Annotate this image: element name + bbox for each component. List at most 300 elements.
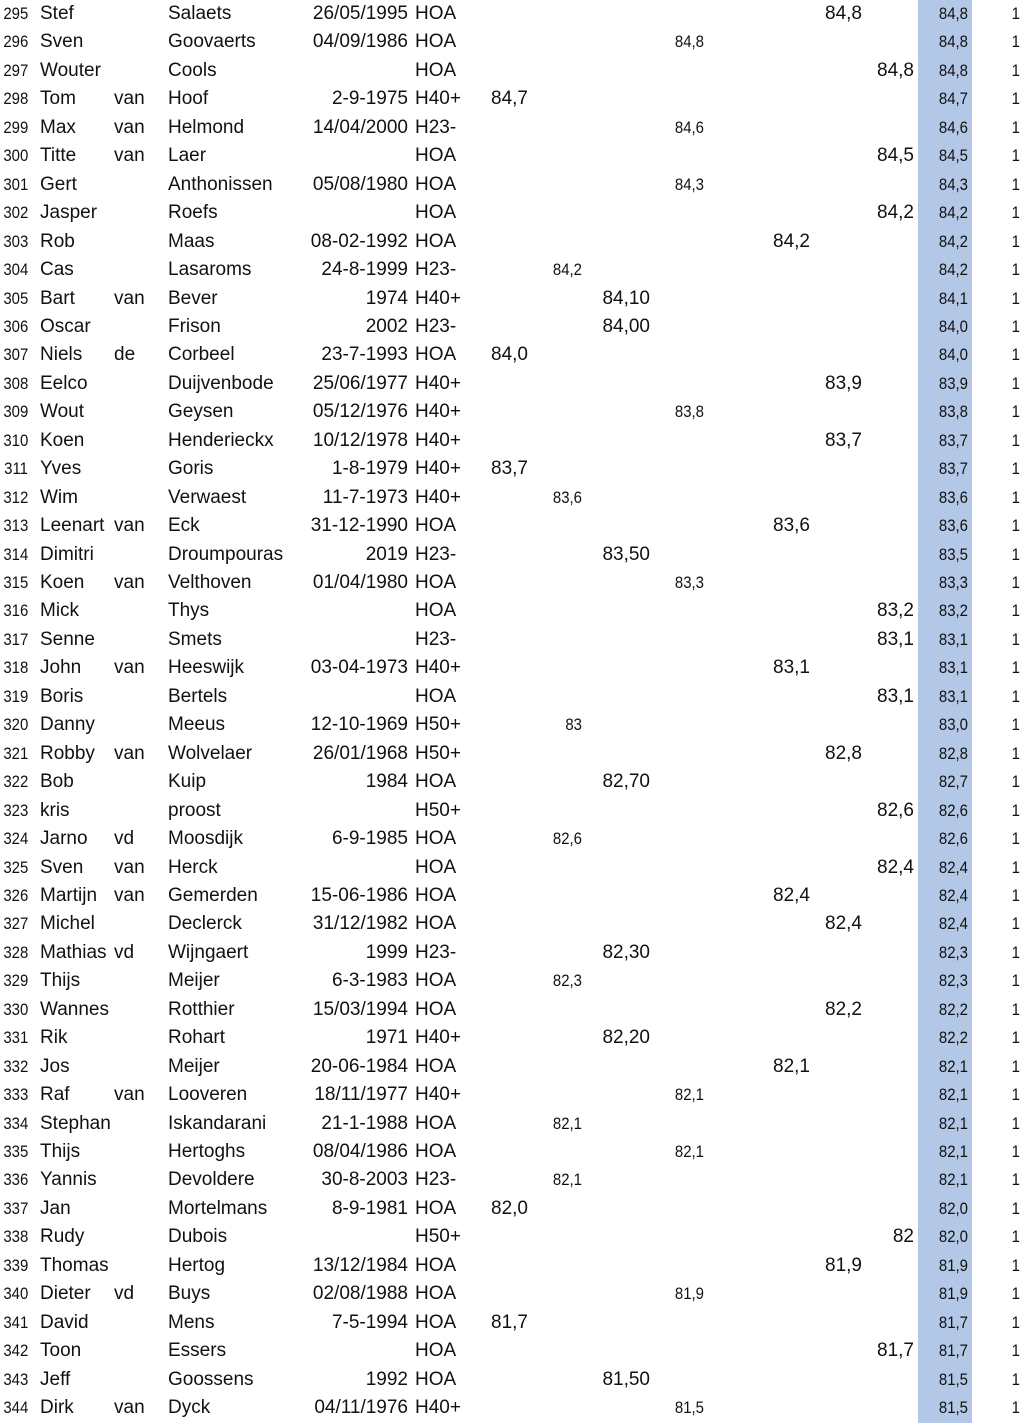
score-6-cell	[810, 199, 862, 227]
score-4-cell	[665, 142, 704, 170]
score-3-cell	[592, 1138, 650, 1166]
score-5-cell	[760, 910, 810, 938]
score-3-cell	[592, 1110, 650, 1138]
first-name-cell: Wouter	[40, 59, 101, 81]
score-2-cell	[545, 882, 582, 910]
count-cell: 1	[1011, 1113, 1020, 1133]
score-3-cell	[592, 484, 650, 512]
score-4-cell	[665, 0, 704, 28]
score-3-cell	[592, 1337, 650, 1365]
score-3-cell	[592, 910, 650, 938]
score-1-cell	[478, 1337, 528, 1365]
rank-cell: 317	[3, 629, 29, 649]
score-2-cell	[545, 797, 582, 825]
table-row	[0, 683, 1024, 711]
score-5-cell	[760, 797, 810, 825]
score-7-cell: 83,1	[877, 685, 914, 707]
score-3-cell	[592, 171, 650, 199]
first-name-cell: Stephan	[40, 1112, 111, 1134]
category-cell: H23-	[415, 628, 457, 650]
score-7-cell	[862, 996, 914, 1024]
table-row	[0, 768, 1024, 796]
score-5-cell	[760, 1280, 810, 1308]
best-score-cell: 84,0	[938, 316, 968, 336]
table-row	[0, 996, 1024, 1024]
score-7-cell	[862, 967, 914, 995]
score-3-cell: 82,20	[602, 1027, 650, 1049]
first-name-cell: Jarno	[40, 828, 88, 850]
birth-date-cell: 12-10-1969	[310, 714, 408, 736]
score-1-cell	[478, 142, 528, 170]
last-name-cell: Declerck	[168, 913, 242, 935]
last-name-cell: Cools	[168, 59, 217, 81]
score-2-cell	[545, 114, 582, 142]
best-score-cell: 82,6	[938, 829, 968, 849]
count-cell: 1	[1011, 829, 1020, 849]
last-name-cell: Kuip	[168, 771, 207, 793]
score-2-cell	[545, 740, 582, 768]
score-3-cell	[592, 569, 650, 597]
category-cell: HOA	[415, 685, 457, 707]
score-3-cell: 84,00	[602, 315, 650, 337]
table-row	[0, 28, 1024, 56]
score-6-cell	[810, 683, 862, 711]
score-4-cell	[665, 882, 704, 910]
rank-cell: 321	[3, 743, 29, 763]
score-5-cell	[760, 1081, 810, 1109]
best-score-cell: 83,3	[938, 573, 968, 592]
score-2-cell	[545, 683, 582, 711]
first-name-cell: Jos	[40, 1055, 70, 1077]
score-6-cell: 83,7	[825, 429, 862, 451]
table-row	[0, 341, 1024, 369]
score-4-cell	[665, 256, 704, 284]
category-cell: H23-	[415, 116, 457, 138]
score-6-cell	[810, 484, 862, 512]
rank-cell: 342	[3, 1341, 29, 1361]
score-2-cell	[545, 370, 582, 398]
category-cell: HOA	[415, 145, 457, 167]
rank-cell: 311	[4, 459, 28, 479]
table-row	[0, 569, 1024, 597]
score-7-cell: 82,6	[877, 799, 914, 821]
last-name-cell: Meijer	[168, 970, 220, 992]
rank-cell: 295	[3, 4, 29, 23]
score-3-cell	[592, 85, 650, 113]
score-3-cell	[592, 455, 650, 483]
score-2-cell	[545, 1366, 582, 1394]
score-4-cell	[665, 597, 704, 625]
score-2-cell	[545, 199, 582, 227]
score-5-cell: 83,6	[773, 515, 810, 537]
score-6-cell	[810, 1394, 862, 1422]
score-3-cell	[592, 996, 650, 1024]
best-score-cell: 83,0	[938, 715, 968, 735]
last-name-cell: Lasaroms	[168, 259, 252, 281]
best-score-cell: 82,2	[938, 1028, 968, 1048]
best-score-cell: 82,1	[938, 1113, 968, 1133]
score-4-cell	[665, 1252, 704, 1280]
score-4-cell	[665, 854, 704, 882]
last-name-cell: Bever	[168, 287, 218, 309]
table-row	[0, 142, 1024, 170]
score-4-cell	[665, 740, 704, 768]
score-3-cell: 82,30	[602, 941, 650, 963]
category-cell: H40+	[415, 401, 461, 423]
birth-date-cell: 31-12-1990	[310, 515, 408, 537]
first-name-cell: Rudy	[40, 1226, 85, 1248]
score-6-cell	[810, 1081, 862, 1109]
birth-date-cell: 18/11/1977	[314, 1084, 408, 1106]
score-1-cell	[478, 1366, 528, 1394]
score-5-cell	[760, 1223, 810, 1251]
score-1-cell	[478, 910, 528, 938]
category-cell: HOA	[415, 3, 457, 24]
last-name-cell: Duijvenbode	[168, 372, 274, 394]
count-cell: 1	[1011, 971, 1020, 991]
score-7-cell	[862, 569, 914, 597]
table-row	[0, 740, 1024, 768]
name-prefix-cell: van	[114, 88, 145, 110]
score-6-cell	[810, 882, 862, 910]
name-prefix-cell: van	[114, 657, 145, 679]
count-cell: 1	[1011, 1398, 1020, 1418]
score-4-cell	[665, 1166, 704, 1194]
best-score-cell: 84,2	[938, 203, 968, 223]
table-row	[0, 427, 1024, 455]
birth-date-cell: 01/04/1980	[312, 572, 408, 593]
score-3-cell	[592, 597, 650, 625]
category-cell: H40+	[415, 1027, 461, 1049]
score-1-cell	[478, 996, 528, 1024]
score-5-cell	[760, 199, 810, 227]
first-name-cell: Koen	[40, 429, 85, 451]
best-score-cell: 81,5	[938, 1398, 968, 1418]
count-cell: 1	[1011, 1341, 1020, 1361]
score-6-cell: 84,8	[825, 3, 862, 24]
best-score-cell: 82,3	[938, 942, 968, 962]
last-name-cell: Buys	[168, 1283, 211, 1305]
last-name-cell: Anthonissen	[168, 173, 273, 195]
table-row	[0, 1309, 1024, 1337]
birth-date-cell: 13/12/1984	[312, 1254, 408, 1276]
score-5-cell	[760, 370, 810, 398]
score-5-cell	[760, 427, 810, 455]
score-5-cell	[760, 740, 810, 768]
score-4-cell	[665, 512, 704, 540]
score-2-cell	[545, 0, 582, 28]
rank-cell: 301	[3, 174, 29, 194]
category-cell: HOA	[415, 1112, 457, 1134]
category-cell: HOA	[415, 59, 457, 81]
table-row	[0, 967, 1024, 995]
score-5-cell	[760, 455, 810, 483]
first-name-cell: David	[40, 1311, 89, 1333]
first-name-cell: Dimitri	[40, 543, 94, 565]
score-5-cell	[760, 57, 810, 85]
first-name-cell: Robby	[40, 742, 95, 764]
score-7-cell	[862, 1110, 914, 1138]
category-cell: H23-	[415, 1169, 457, 1191]
category-cell: HOA	[415, 1055, 457, 1077]
score-5-cell: 83,1	[773, 657, 810, 679]
count-cell: 1	[1011, 117, 1020, 137]
count-cell: 1	[1011, 231, 1020, 251]
score-1-cell	[478, 398, 528, 426]
birth-date-cell: 6-3-1983	[331, 970, 408, 992]
score-4-cell	[665, 1024, 704, 1052]
score-1-cell	[478, 0, 528, 28]
last-name-cell: Iskandarani	[168, 1112, 267, 1134]
count-cell: 1	[1011, 914, 1020, 934]
category-cell: HOA	[415, 173, 457, 195]
score-1-cell: 81,7	[491, 1311, 528, 1333]
category-cell: H23-	[415, 259, 457, 281]
rank-cell: 330	[3, 999, 29, 1019]
category-cell: HOA	[415, 913, 457, 935]
score-4-cell	[665, 1337, 704, 1365]
score-7-cell: 83,1	[877, 628, 914, 650]
best-score-cell: 81,9	[938, 1284, 968, 1304]
last-name-cell: Rohart	[168, 1027, 226, 1049]
score-6-cell	[810, 569, 862, 597]
score-5-cell	[760, 1195, 810, 1223]
score-2-cell	[545, 1223, 582, 1251]
category-cell: HOA	[415, 600, 457, 622]
best-score-cell: 83,1	[938, 686, 968, 706]
score-4-cell	[665, 654, 704, 682]
score-3-cell	[592, 57, 650, 85]
rank-cell: 306	[3, 316, 29, 336]
last-name-cell: Goris	[168, 458, 214, 480]
count-cell: 1	[1011, 402, 1020, 422]
score-6-cell: 82,8	[825, 742, 862, 764]
score-5-cell	[760, 996, 810, 1024]
score-6-cell	[810, 626, 862, 654]
best-score-cell: 83,7	[938, 430, 968, 450]
score-2-cell	[545, 313, 582, 341]
score-1-cell	[478, 171, 528, 199]
last-name-cell: Goossens	[168, 1368, 254, 1390]
first-name-cell: Yves	[40, 458, 82, 480]
score-7-cell	[862, 541, 914, 569]
score-4-cell	[665, 1223, 704, 1251]
rank-cell: 343	[3, 1369, 29, 1389]
score-1-cell	[478, 114, 528, 142]
rank-cell: 297	[3, 60, 29, 80]
score-1-cell	[478, 370, 528, 398]
rank-cell: 341	[3, 1312, 29, 1332]
table-row	[0, 711, 1024, 739]
score-1-cell	[478, 484, 528, 512]
score-5-cell	[760, 313, 810, 341]
rank-cell: 307	[3, 345, 29, 365]
count-cell: 1	[1011, 60, 1020, 80]
score-7-cell	[862, 0, 914, 28]
count-cell: 1	[1011, 1284, 1020, 1304]
score-7-cell	[862, 1166, 914, 1194]
score-2-cell	[545, 1280, 582, 1308]
birth-date-cell: 2019	[365, 543, 408, 565]
rank-cell: 324	[3, 829, 29, 849]
count-cell: 1	[1011, 1227, 1020, 1247]
count-cell: 1	[1011, 174, 1020, 194]
best-score-cell: 84,6	[938, 117, 968, 137]
count-cell: 1	[1011, 743, 1020, 763]
table-row	[0, 1195, 1024, 1223]
score-3-cell	[592, 398, 650, 426]
best-score-cell: 84,2	[938, 231, 968, 251]
count-cell: 1	[1011, 1312, 1020, 1332]
score-4-cell	[665, 370, 704, 398]
score-7-cell	[862, 825, 914, 853]
birth-date-cell: 15/03/1994	[312, 998, 408, 1020]
score-5-cell	[760, 28, 810, 56]
first-name-cell: Titte	[40, 145, 77, 167]
score-1-cell	[478, 939, 528, 967]
score-6-cell	[810, 28, 862, 56]
score-4-cell	[665, 1366, 704, 1394]
score-6-cell	[810, 825, 862, 853]
table-row	[0, 1223, 1024, 1251]
best-score-cell: 82,8	[938, 743, 968, 763]
score-1-cell	[478, 256, 528, 284]
score-1-cell	[478, 285, 528, 313]
rank-cell: 327	[3, 914, 29, 934]
best-score-cell: 82,0	[938, 1227, 968, 1247]
score-5-cell	[760, 1394, 810, 1422]
rank-cell: 323	[3, 800, 29, 820]
score-1-cell	[478, 541, 528, 569]
rank-cell: 335	[3, 1142, 29, 1161]
first-name-cell: Niels	[40, 344, 83, 366]
score-5-cell	[760, 939, 810, 967]
name-prefix-cell: de	[114, 344, 136, 366]
count-cell: 1	[1011, 288, 1020, 308]
count-cell: 1	[1011, 857, 1020, 877]
score-5-cell	[760, 398, 810, 426]
rank-cell: 314	[3, 544, 29, 564]
score-5-cell	[760, 626, 810, 654]
score-5-cell	[760, 1110, 810, 1138]
birth-date-cell: 08/04/1986	[312, 1141, 408, 1162]
table-row	[0, 0, 1024, 28]
best-score-cell: 83,2	[938, 601, 968, 621]
score-1-cell	[478, 512, 528, 540]
best-score-cell: 84,2	[938, 260, 968, 280]
name-prefix-cell: van	[114, 884, 145, 906]
rank-cell: 304	[3, 260, 29, 280]
best-score-cell: 84,8	[938, 32, 968, 52]
rank-cell: 305	[3, 288, 29, 308]
table-row	[0, 484, 1024, 512]
score-7-cell	[862, 1053, 914, 1081]
count-cell: 1	[1011, 1255, 1020, 1275]
first-name-cell: Cas	[40, 259, 74, 281]
score-1-cell	[478, 797, 528, 825]
table-row	[0, 455, 1024, 483]
birth-date-cell: 1992	[365, 1368, 408, 1390]
score-2-cell: 82,3	[552, 971, 582, 991]
category-cell: H40+	[415, 458, 461, 480]
score-6-cell	[810, 541, 862, 569]
birth-date-cell	[280, 199, 408, 227]
score-3-cell	[592, 825, 650, 853]
best-score-cell: 83,6	[938, 516, 968, 536]
score-3-cell	[592, 711, 650, 739]
rank-cell: 339	[3, 1255, 29, 1275]
score-4-cell	[665, 484, 704, 512]
last-name-cell: Mens	[168, 1311, 215, 1333]
table-row	[0, 285, 1024, 313]
score-1-cell: 83,7	[491, 458, 528, 480]
table-row	[0, 114, 1024, 142]
score-7-cell	[862, 711, 914, 739]
rank-cell: 315	[3, 573, 29, 592]
best-score-cell: 82,6	[938, 800, 968, 820]
name-prefix-cell: van	[114, 742, 145, 764]
table-row	[0, 199, 1024, 227]
last-name-cell: Salaets	[168, 3, 232, 24]
score-6-cell	[810, 1053, 862, 1081]
table-row	[0, 256, 1024, 284]
first-name-cell: Max	[40, 116, 76, 138]
first-name-cell: Stef	[40, 3, 74, 24]
score-5-cell	[760, 825, 810, 853]
score-2-cell	[545, 654, 582, 682]
rank-cell: 340	[3, 1284, 29, 1304]
birth-date-cell: 1974	[365, 287, 408, 309]
table-row	[0, 313, 1024, 341]
score-2-cell	[545, 910, 582, 938]
last-name-cell: Thys	[168, 600, 210, 622]
rank-cell: 308	[3, 373, 29, 393]
rank-cell: 318	[3, 658, 29, 678]
count-cell: 1	[1011, 999, 1020, 1019]
score-3-cell	[592, 1309, 650, 1337]
count-cell: 1	[1011, 629, 1020, 649]
category-cell: HOA	[415, 970, 457, 992]
birth-date-cell	[280, 1337, 408, 1365]
birth-date-cell: 1971	[365, 1027, 408, 1049]
score-4-cell: 84,3	[674, 174, 704, 194]
count-cell: 1	[1011, 573, 1020, 592]
last-name-cell: Wijngaert	[168, 941, 249, 963]
score-6-cell	[810, 142, 862, 170]
rank-cell: 309	[3, 402, 29, 422]
score-7-cell: 81,7	[877, 1340, 914, 1362]
score-5-cell	[760, 256, 810, 284]
score-3-cell	[592, 683, 650, 711]
score-4-cell	[665, 541, 704, 569]
score-5-cell: 82,1	[773, 1055, 810, 1077]
score-7-cell	[862, 882, 914, 910]
score-6-cell	[810, 1166, 862, 1194]
score-3-cell	[592, 1252, 650, 1280]
count-cell: 1	[1011, 1028, 1020, 1048]
score-6-cell	[810, 171, 862, 199]
table-row	[0, 228, 1024, 256]
first-name-cell: Wim	[40, 486, 78, 508]
best-score-cell: 83,1	[938, 629, 968, 649]
birth-date-cell: 2002	[365, 315, 408, 337]
last-name-cell: Hoof	[168, 88, 209, 110]
best-score-cell: 82,0	[938, 1198, 968, 1218]
score-6-cell: 81,9	[825, 1254, 862, 1276]
score-4-cell	[665, 85, 704, 113]
score-4-cell: 82,1	[674, 1085, 704, 1105]
score-3-cell	[592, 626, 650, 654]
